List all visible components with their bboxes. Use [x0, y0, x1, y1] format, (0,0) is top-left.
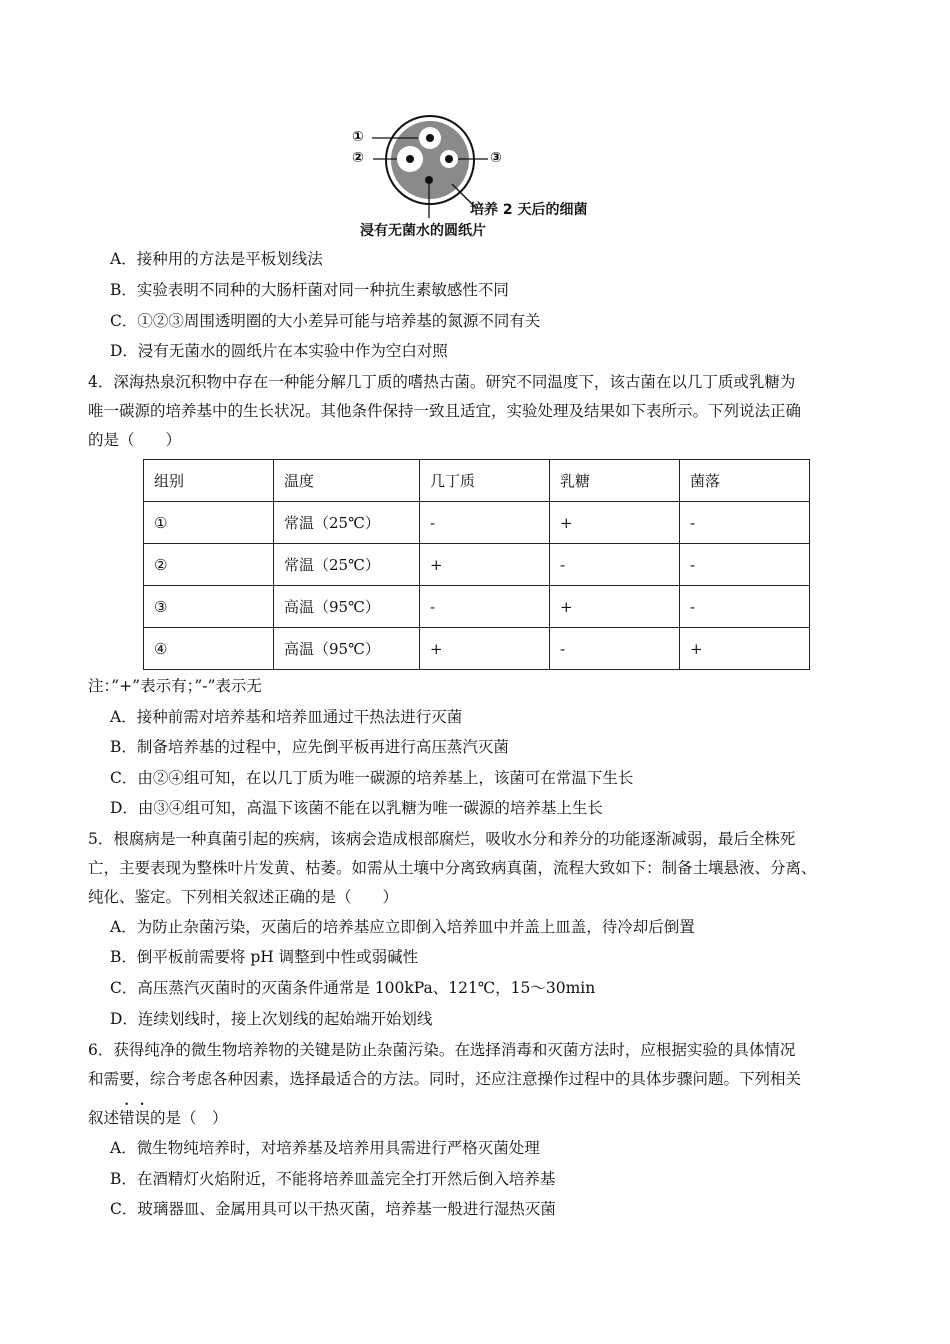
- q5-stem-line-2: 亡，主要表现为整株叶片发黄、枯萎。如需从土壤中分离致病真菌，流程大致如下：制备土壤悬液、分离、: [88, 859, 817, 877]
- q6-stem-post: 的是（ ）: [150, 1109, 228, 1127]
- table-cell: 高温（95℃）: [274, 586, 420, 628]
- table-row: [144, 628, 810, 670]
- header-lactose: 乳糖: [550, 460, 680, 502]
- petri-dish-figure: [340, 110, 620, 245]
- table-cell: 高温（95℃）: [274, 628, 420, 670]
- q6-stem-line-2: 和需要，综合考虑各种因素，选择最适合的方法。同时，还应注意操作过程中的具体步骤问题。下列相关: [88, 1070, 802, 1088]
- header-colony: 菌落: [680, 460, 810, 502]
- table-row: [144, 502, 810, 544]
- table-cell: ①: [144, 502, 274, 544]
- label-disc-2: ②: [352, 150, 364, 166]
- paper-disc-2: [406, 155, 414, 163]
- q6-option-b: B．在酒精灯火焰附近，不能将培养皿盖完全打开然后倒入培养基: [110, 1170, 556, 1188]
- q3-option-d: D．浸有无菌水的圆纸片在本实验中作为空白对照: [110, 342, 448, 360]
- caption-paper-disc: 浸有无菌水的圆纸片: [360, 223, 486, 239]
- header-chitin: 几丁质: [420, 460, 550, 502]
- table-cell: ③: [144, 586, 274, 628]
- table-cell: +: [680, 628, 810, 670]
- q4-option-c: C．由②④组可知，在以几丁质为唯一碳源的培养基上，该菌可在常温下生长: [110, 769, 634, 787]
- q6-option-c: C．玻璃器皿、金属用具可以干热灭菌，培养基一般进行湿热灭菌: [110, 1200, 556, 1218]
- table-cell: +: [550, 586, 680, 628]
- table-cell: -: [550, 628, 680, 670]
- table-cell: -: [420, 502, 550, 544]
- table-header-row: [144, 460, 810, 502]
- table-cell: +: [420, 628, 550, 670]
- table-cell: +: [550, 502, 680, 544]
- q6-stem-pre: 叙述: [88, 1109, 120, 1127]
- label-disc-3: ③: [490, 150, 502, 166]
- q4-stem-line-1: 4．深海热泉沉积物中存在一种能分解几丁质的嗜热古菌。研究不同温度下，该古菌在以几丁质或乳糖为: [88, 373, 796, 391]
- table-row: [144, 586, 810, 628]
- table-cell: 常温（25℃）: [274, 502, 420, 544]
- table-cell: -: [680, 502, 810, 544]
- table-cell: ④: [144, 628, 274, 670]
- paper-disc-3: [445, 155, 453, 163]
- table-cell: -: [680, 586, 810, 628]
- q5-option-d: D．连续划线时，接上次划线的起始端开始划线: [110, 1010, 433, 1028]
- q5-option-c: C．高压蒸汽灭菌时的灭菌条件通常是 100kPa、121℃，15～30min: [110, 979, 596, 997]
- table-cell: 常温（25℃）: [274, 544, 420, 586]
- q5-stem-line-3: 纯化、鉴定。下列相关叙述正确的是（ ）: [88, 888, 399, 906]
- q6-stem-line-1: 6．获得纯净的微生物培养物的关键是防止杂菌污染。在选择消毒和灭菌方法时，应根据实验的具体情况: [88, 1041, 796, 1059]
- paper-disc-control: [425, 176, 433, 184]
- paper-disc-1: [426, 134, 434, 142]
- q4-option-b: B．制备培养基的过程中，应先倒平板再进行高压蒸汽灭菌: [110, 738, 509, 756]
- q3-option-a: A．接种用的方法是平板划线法: [110, 250, 323, 268]
- table-cell: +: [420, 544, 550, 586]
- q6-stem-emphasis: 错误: [119, 1109, 151, 1127]
- label-disc-1: ①: [352, 129, 364, 145]
- table-cell: -: [680, 544, 810, 586]
- q4-option-d: D．由③④组可知，高温下该菌不能在以乳糖为唯一碳源的培养基上生长: [110, 799, 603, 817]
- table-cell: ②: [144, 544, 274, 586]
- header-temperature: 温度: [274, 460, 420, 502]
- q6-stem-line-3: [88, 1100, 228, 1129]
- q4-table-note: 注：”+”表示有；”-”表示无: [88, 677, 262, 695]
- q6-option-a: A．微生物纯培养时，对培养基及培养用具需进行严格灭菌处理: [110, 1139, 540, 1157]
- caption-bacteria: 培养 2 天后的细菌: [470, 202, 588, 218]
- q5-stem-line-1: 5．根腐病是一种真菌引起的疾病，该病会造成根部腐烂，吸收水分和养分的功能逐渐减弱，最后全株死: [88, 830, 796, 848]
- table-row: [144, 544, 810, 586]
- table-cell: -: [550, 544, 680, 586]
- q3-option-c: C．①②③周围透明圈的大小差异可能与培养基的氮源不同有关: [110, 312, 541, 330]
- q5-option-b: B．倒平板前需要将 pH 调整到中性或弱碱性: [110, 948, 419, 966]
- q5-option-a: A．为防止杂菌污染，灭菌后的培养基应立即倒入培养皿中并盖上皿盖，待冷却后倒置: [110, 918, 695, 936]
- q3-option-b: B．实验表明不同种的大肠杆菌对同一种抗生素敏感性不同: [110, 281, 509, 299]
- q4-stem-line-3: 的是（ ）: [88, 431, 182, 449]
- table-cell: -: [420, 586, 550, 628]
- q4-option-a: A．接种前需对培养基和培养皿通过干热法进行灭菌: [110, 708, 463, 726]
- header-group: 组别: [144, 460, 274, 502]
- q4-stem-line-2: 唯一碳源的培养基中的生长状况。其他条件保持一致且适宜，实验处理及结果如下表所示。下列说法正确: [88, 402, 802, 420]
- q4-results-table: [143, 459, 810, 670]
